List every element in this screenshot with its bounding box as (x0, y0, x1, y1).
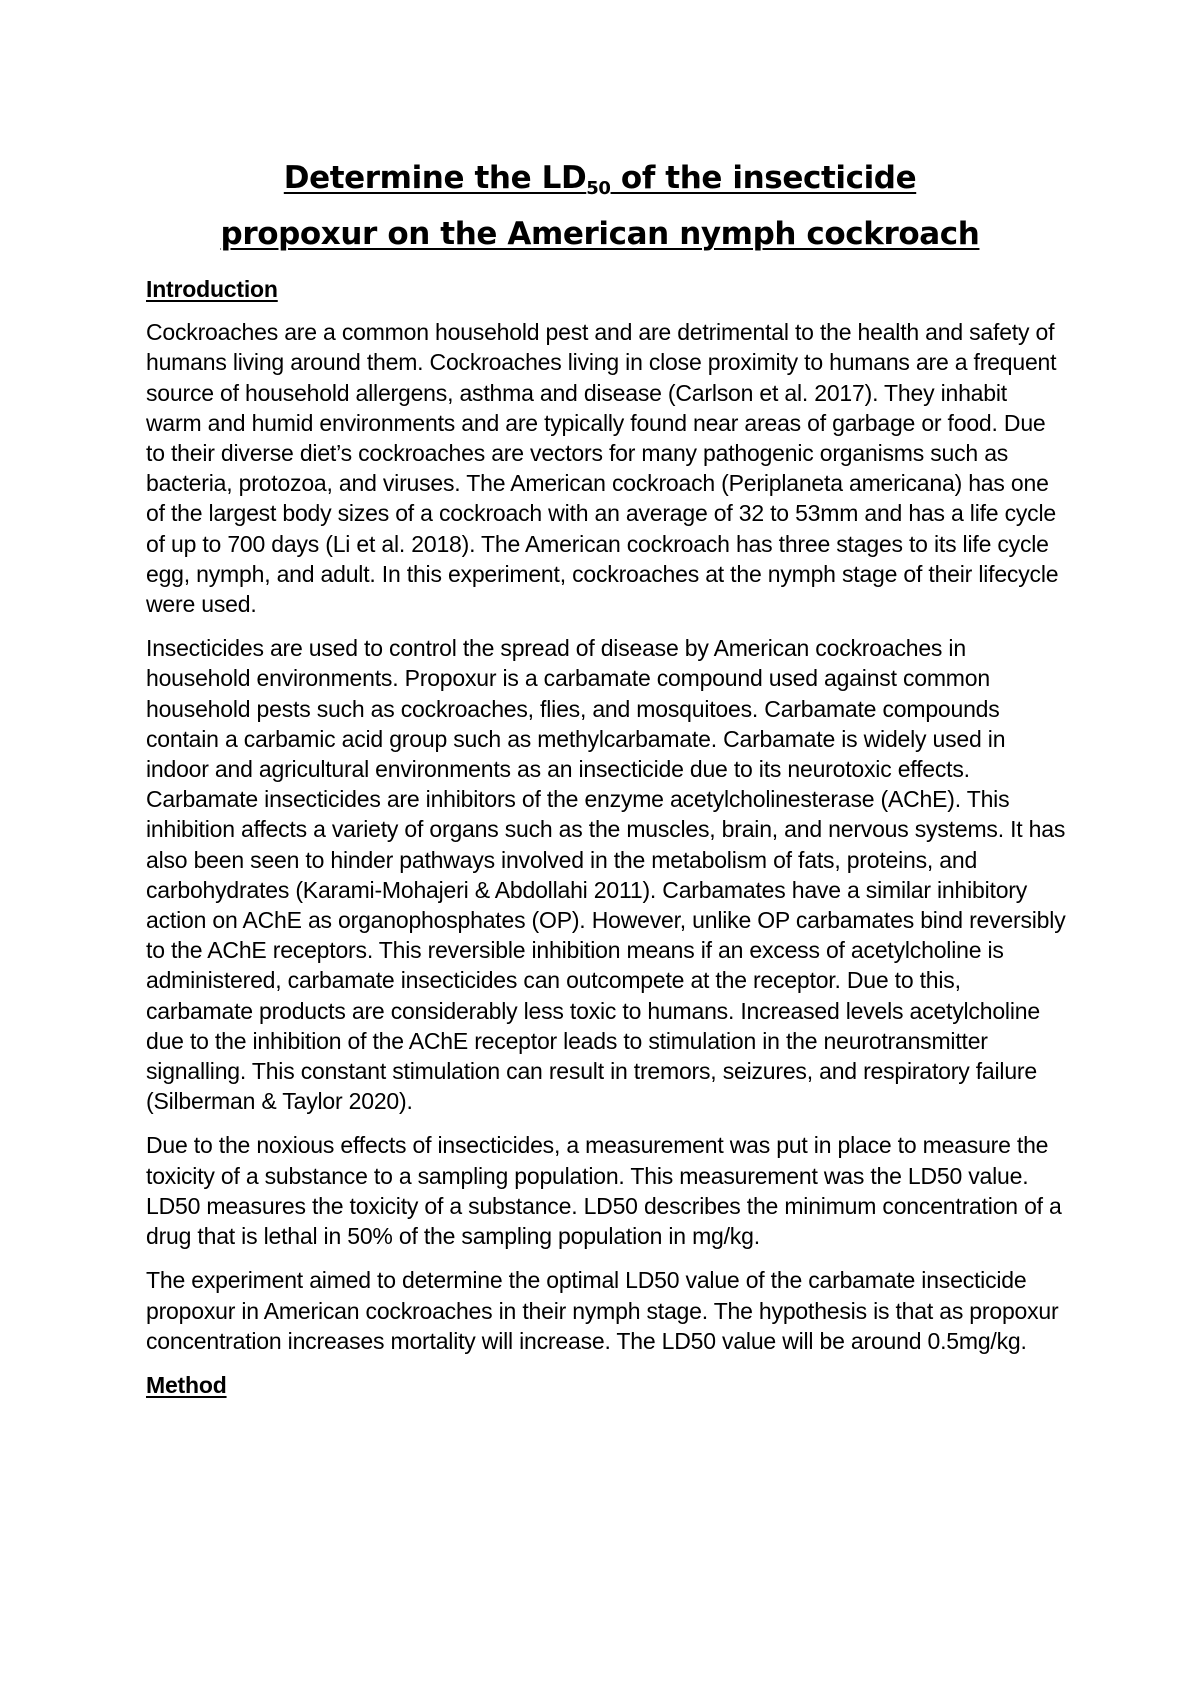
method-heading: Method (146, 1371, 227, 1398)
paragraph-cockroach-overview: Cockroaches are a common household pest and are detrimental to the health and safety of humans living around them. Cockroaches living in close proximity to humans are a frequent source of household allergens, asthma and disease (Carlson et al. 2017). They inhabit warm and humid environments and are typically found near areas of garbage or food. Due to their diverse diet’s cockroaches are vectors for many pathogenic organisms such as bacteria, protozoa, and viruses. The American cockroach (Periplaneta americana) has one of the largest body sizes of a cockroach with an average of 32 to 53mm and has a life cycle of up to 700 days (Li et al. 2018). The American cockroach has three stages to its life cycle egg, nymph, and adult. In this experiment, cockroaches at the nymph stage of their lifecycle were used. (146, 319, 1059, 618)
title-subscript: 50 (586, 178, 611, 199)
title-line2: propoxur on the American nymph cockroach (220, 216, 980, 252)
document-body (146, 274, 1066, 1413)
document-title (100, 150, 1100, 262)
paragraph-aim-hypothesis: The experiment aimed to determine the optimal LD50 value of the carbamate insecticide propoxur in American cockroaches in their nymph stage. The hypothesis is that as propoxur concentration increases mortality will increase. The LD50 value will be around 0.5mg/kg. (146, 1267, 1059, 1354)
title-line1-suffix: of the insecticide (610, 160, 917, 196)
introduction-heading: Introduction (146, 276, 278, 302)
paragraph-ld50-definition: Due to the noxious effects of insecticides, a measurement was put in place to measure the toxicity of a substance to a sampling population. This measurement was the LD50 value. LD50 measures the toxicity of a substance. LD50 describes the minimum concentration of a drug that is lethal in 50% of the sampling population in mg/kg. (146, 1132, 1062, 1250)
title-prefix: Determine the LD (283, 160, 587, 196)
paragraph-insecticides: Insecticides are used to control the spread of disease by American cockroaches in household environments. Propoxur is a carbamate compound used against common household pests such as cockroaches, flies, and mosquitoes. Carbamate compounds contain a carbamic acid group such as methylcarbamate. Carbamate is widely used in indoor and agricultural environments as an insecticide due to its neurotoxic effects. Carbamate insecticides are inhibitors of the enzyme acetylcholinesterase (AChE). This inhibition affects a variety of organs such as the muscles, brain, and nervous systems. It has also been seen to hinder pathways involved in the metabolism of fats, proteins, and carbohydrates (Karami-Mohajeri & Abdollahi 2011). Carbamates have a similar inhibitory action on AChE as organophosphates (OP). However, unlike OP carbamates bind reversibly to the AChE receptors. This reversible inhibition means if an excess of acetylcholine is administered, carbamate insecticides can outcompete at the receptor. Due to this, carbamate products are considerably less toxic to humans. Increased levels acetylcholine due to the inhibition of the AChE receptor leads to stimulation in the neurotransmitter signalling. This constant stimulation can result in tremors, seizures, and respiratory failure (Silberman & Taylor 2020). (146, 635, 1066, 1115)
